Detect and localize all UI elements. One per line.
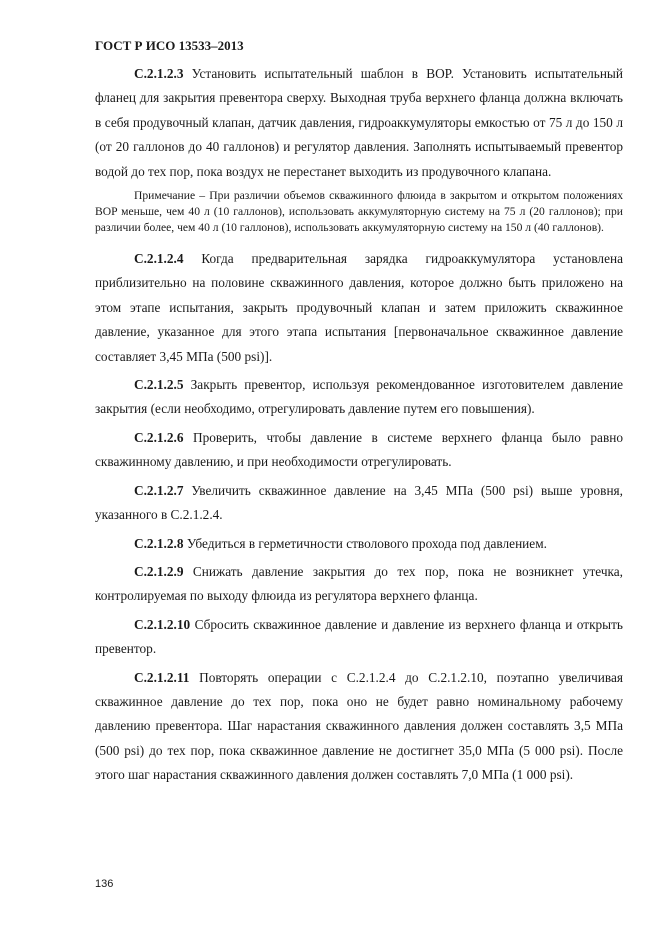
clause-number: C.2.1.2.7 xyxy=(134,482,184,498)
paragraph-c21227 xyxy=(95,479,623,528)
page-body xyxy=(95,62,623,792)
paragraph-c21225 xyxy=(95,373,623,422)
paragraph-c21223 xyxy=(95,62,623,184)
paragraph-c21228 xyxy=(95,532,623,556)
paragraph-c21224 xyxy=(95,247,623,369)
clause-text: Сбросить скважинное давление и давление из верхнего фланца и открыть превентор. xyxy=(95,616,623,657)
paragraph-c212210 xyxy=(95,613,623,662)
clause-number: C.2.1.2.10 xyxy=(134,616,191,632)
clause-number: C.2.1.2.3 xyxy=(134,66,184,81)
clause-text: Увеличить скважинное давление на 3,45 МПа (500 psi) выше уровня, указанного в C.2.1.2.4. xyxy=(95,482,623,523)
paragraph-c21226 xyxy=(95,426,623,475)
clause-text: Убедиться в герметичности стволового прохода под давлением. xyxy=(183,535,547,551)
clause-text: Снижать давление закрытия до тех пор, пока не возникнет утечка, контролируемая по выходу флюида из регулятора верхнего фланца. xyxy=(95,563,623,604)
page-number: 136 xyxy=(95,878,114,890)
clause-number: C.2.1.2.6 xyxy=(134,429,184,445)
clause-number: C.2.1.2.11 xyxy=(134,669,190,685)
clause-text: Повторять операции с C.2.1.2.4 до C.2.1.2.10, поэтапно увеличивая скважинное давление до тех пор, пока оно не будет равно номинальному рабочему давлению превентора. Шаг нарастания скважинного давления должен составлять 3,5 МПа (500 psi) до тех пор, пока скважинное давление не достигнет 35,0 МПа (5 000 psi). После этого шаг нарастания скважинного давления должен составлять 7,0 МПа (1 000 psi). xyxy=(95,669,623,783)
clause-text: Проверить, чтобы давление в системе верхнего фланца было равно скважинному давлению, и при необходимости отрегулировать. xyxy=(95,429,623,470)
clause-number: C.2.1.2.8 xyxy=(134,535,184,551)
clause-number: C.2.1.2.4 xyxy=(134,251,184,267)
clause-text: Установить испытательный шаблон в BOP. Установить испытательный фланец для закрытия превентора сверху. Выходная труба верхнего фланца должна включать в себя продувочный клапан, датчик давления, гидроаккумуляторы емкостью от 75 л до 150 л (от 20 галлонов до 40 галлонов) и регулятор давления. Заполнять испытываемый превентор водой до тех пор, пока воздух не перестанет выходить из продувочного клапана. xyxy=(95,66,623,179)
clause-text: Закрыть превентор, используя рекомендованное изготовителем давление закрытия (если необходимо, отрегулировать давление путем его повышения). xyxy=(95,377,623,417)
paragraph-c212211 xyxy=(95,666,623,788)
clause-text: Когда предварительная зарядка гидроаккумулятора установлена приблизительно на половине скважинного давления, которое должно быть приложено на этом этапе испытания, закрыть продувочный клапан и затем приложить скважинное давление, указанное для этого этапа испытания [первоначальное скважинное давление составляет 3,45 МПа (500 psi)]. xyxy=(95,251,623,364)
clause-number: C.2.1.2.5 xyxy=(134,377,184,393)
document-header: ГОСТ Р ИСО 13533–2013 xyxy=(95,38,244,53)
clause-number: C.2.1.2.9 xyxy=(134,563,184,579)
paragraph-c21229 xyxy=(95,560,623,609)
note: Примечание – При различии объемов скважинного флюида в закрытом и открытом положениях BOP меньше, чем 40 л (10 галлонов), использовать аккумуляторную систему на 75 л (20 галлонов); при различии более, чем 40 л (10 галлонов), использовать аккумуляторную систему на 150 л (40 галлонов). xyxy=(95,189,623,235)
